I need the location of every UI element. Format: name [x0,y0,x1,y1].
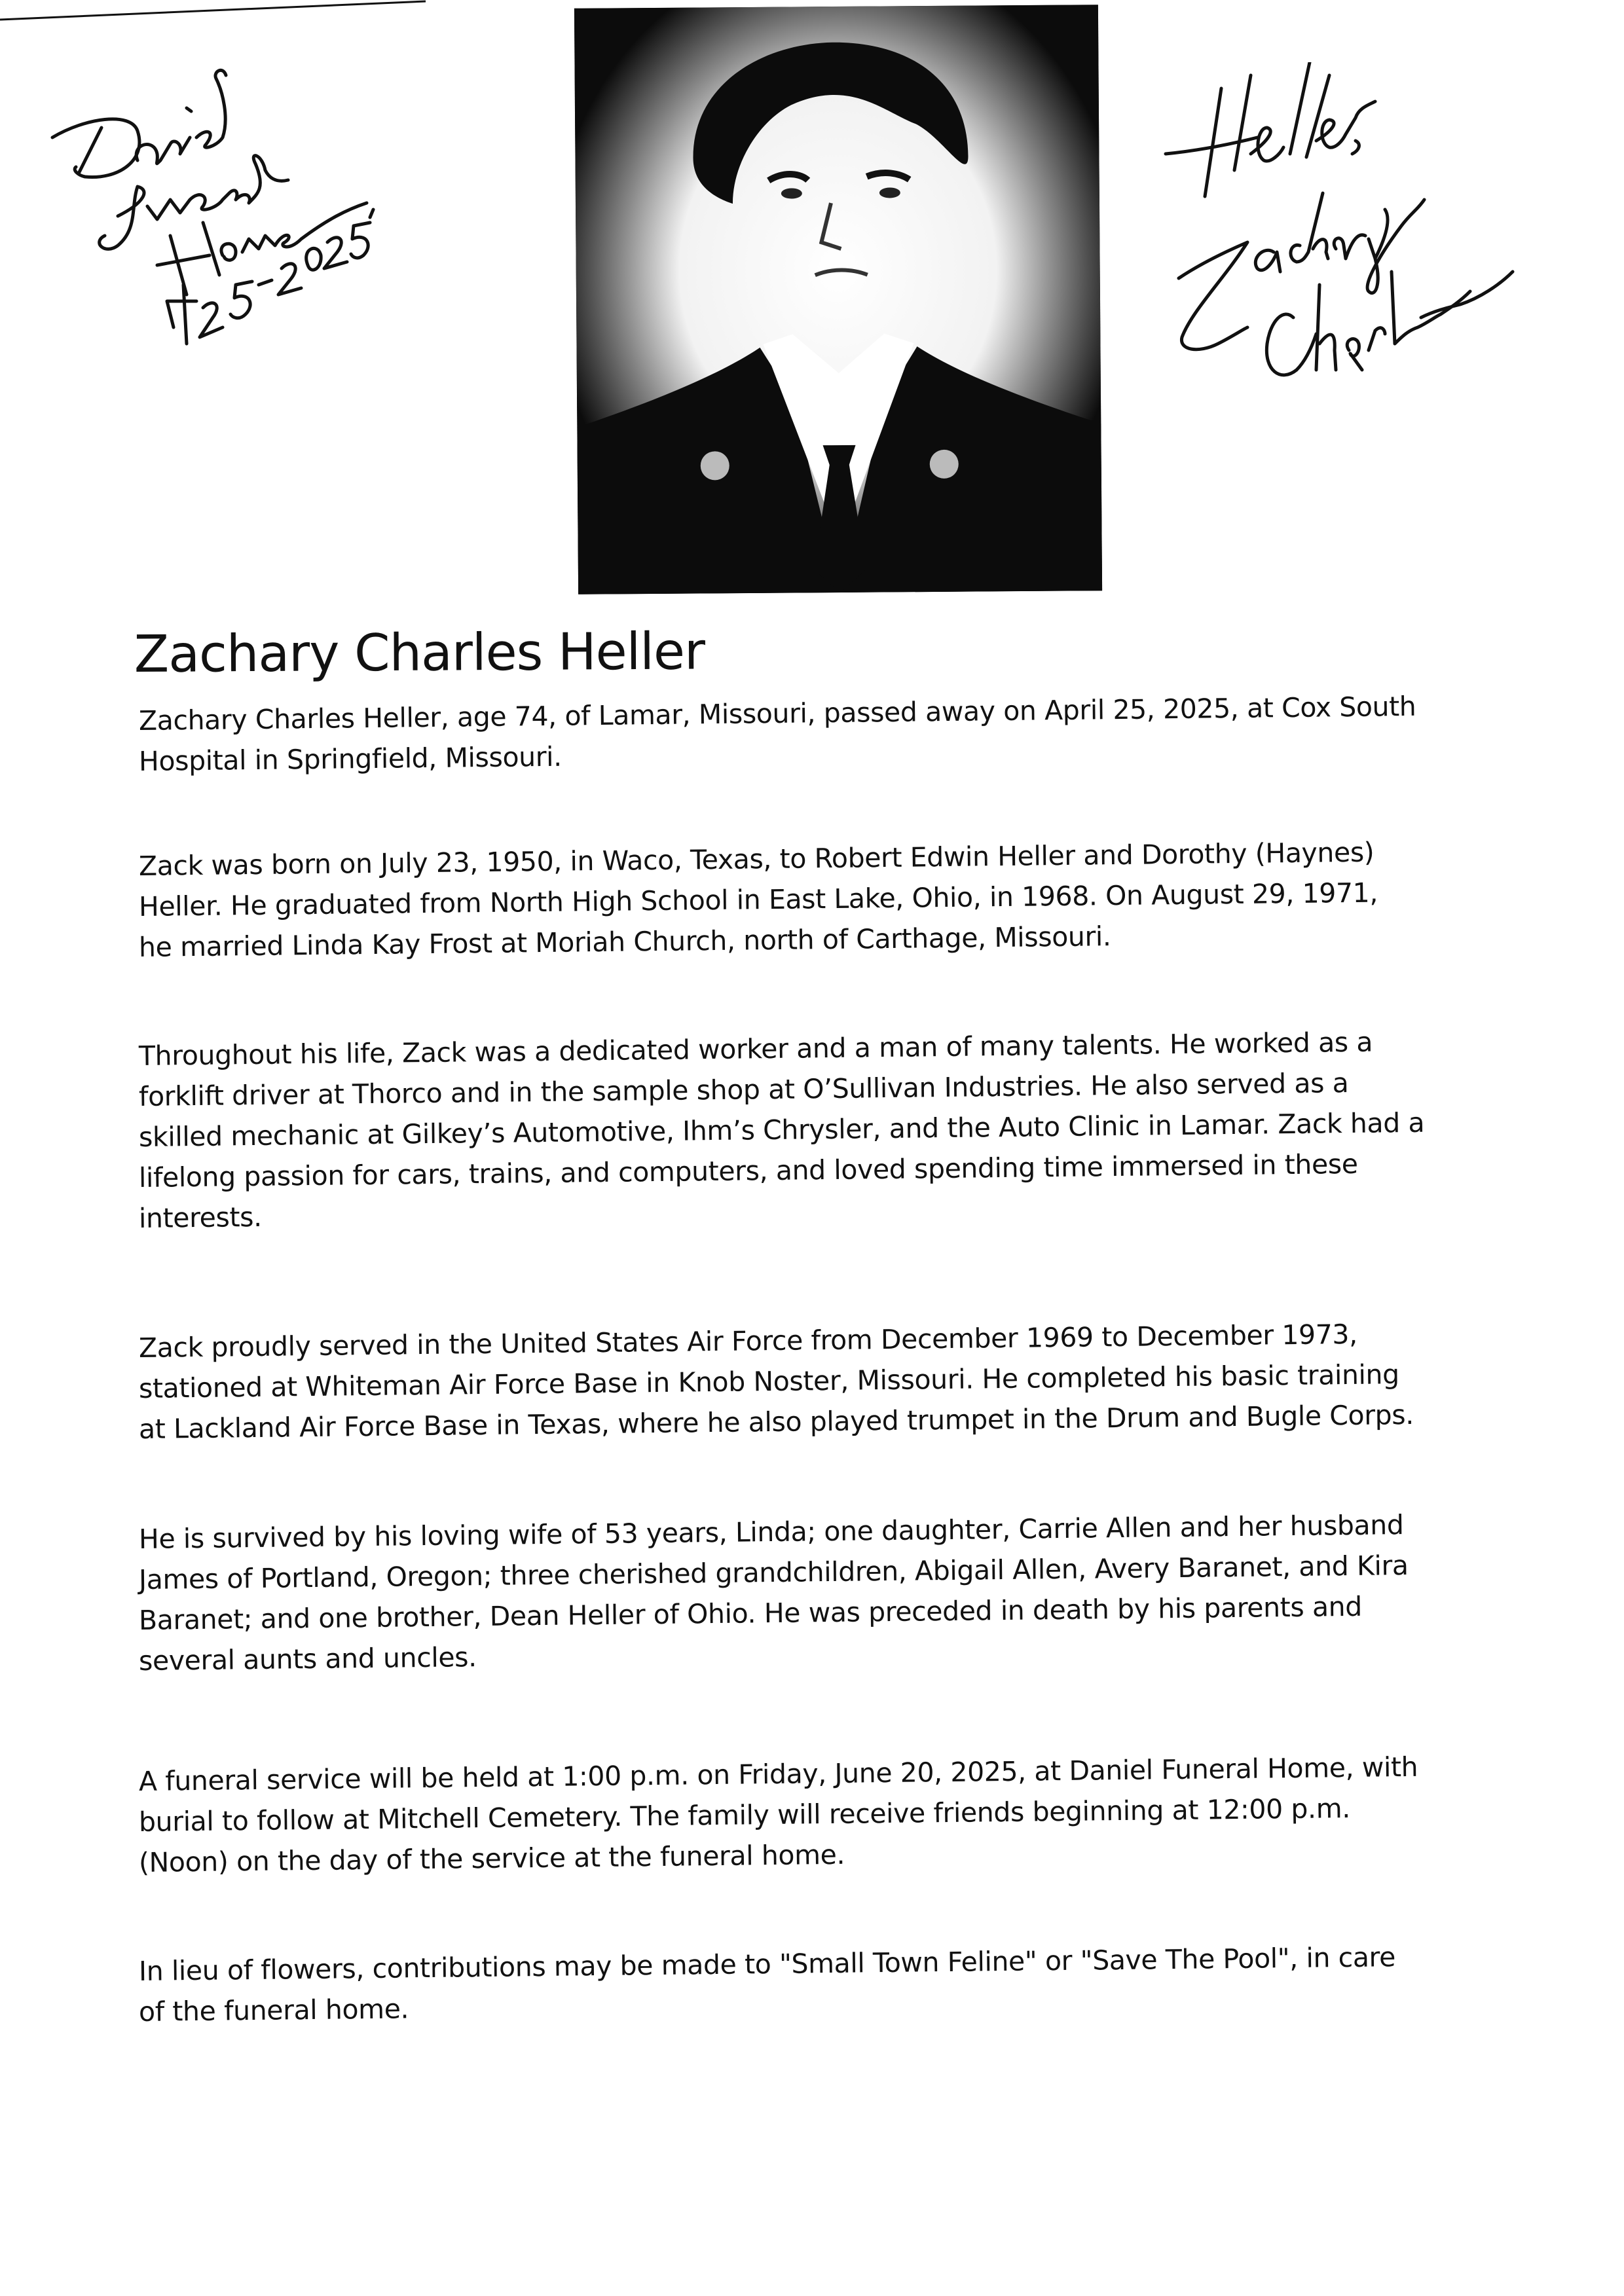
text-line: A funeral service will be held at 1:00 p.m. on Friday, June 20, 2025, at Daniel Funeral Home, with [138,1751,1418,1797]
paragraph-memorials [138,1941,1514,2032]
handwritten-note-funeral-home [39,46,498,386]
text-line: stationed at Whiteman Air Force Base in Knob Noster, Missouri. He completed his basic training [138,1358,1399,1404]
text-line: (Noon) on the day of the service at the funeral home. [138,1838,845,1878]
handwritten-note-line [39,386,40,387]
text-line: he married Linda Kay Frost at Moriah Church, north of Carthage, Missouri. [138,920,1111,963]
text-line: Zachary Charles Heller, age 74, of Lamar, Missouri, passed away on April 25, 2025, at Cox South [138,690,1416,737]
text-line: skilled mechanic at Gilkey’s Automotive, Ihm’s Chrysler, and the Auto Clinic in Lamar. Zack had a [138,1106,1425,1153]
text-line: Zack was born on July 23, 1950, in Waco, Texas, to Robert Edwin Heller and Dorothy (Haynes) [138,836,1375,882]
text-line: He is survived by his loving wife of 53 years, Linda; one daughter, Carrie Allen and her husband [138,1509,1404,1555]
text-line: at Lackland Air Force Base in Texas, where he also played trumpet in the Drum and Bugle Corps. [138,1398,1414,1445]
paragraph-career [138,1026,1514,1239]
handwritten-note-line [39,386,40,387]
text-line: James of Portland, Oregon; three cherished grandchildren, Abigail Allen, Avery Baranet, and Kira [138,1550,1409,1595]
text-line: Zack proudly served in the United States Air Force from December 1969 to December 1973, [138,1318,1357,1364]
text-line: lifelong passion for cars, trains, and computers, and loved spending time immersed in these [138,1148,1358,1194]
text-line: forklift driver at Thorco and in the sample shop at O’Sullivan Industries. He also served as a [138,1067,1349,1112]
obituary-title: Zachary Charles Heller [134,622,705,684]
handwritten-note-line [39,386,40,387]
paragraph-service-details [138,1751,1514,1883]
paragraph-military-service [138,1318,1514,1449]
text-line: interests. [138,1201,262,1234]
text-line: In lieu of flowers, contributions may be made to "Small Town Feline" or "Save The Pool", in care [138,1941,1396,1987]
text-line: Heller. He graduated from North High School in East Lake, Ohio, in 1968. On August 29, 1971, [138,877,1378,922]
text-line: burial to follow at Mitchell Cemetery. The family will receive friends beginning at 12:00 p.m. [138,1793,1351,1838]
handwritten-note-name [1159,62,1565,390]
portrait-photo [574,5,1102,594]
handwritten-note-line [39,386,40,387]
paragraph-death-notice [138,690,1514,782]
text-line: Baranet; and one brother, Dean Heller of Ohio. He was preceded in death by his parents and [138,1590,1363,1636]
text-line: Throughout his life, Zack was a dedicated worker and a man of many talents. He worked as a [138,1026,1373,1072]
text-line: several aunts and uncles. [138,1641,477,1677]
text-line: of the funeral home. [138,1993,409,2028]
text-line: Hospital in Springfield, Missouri. [138,740,563,777]
paragraph-survivors [138,1509,1514,1681]
paragraph-early-life [138,836,1514,968]
scan-edge-line [0,0,445,26]
